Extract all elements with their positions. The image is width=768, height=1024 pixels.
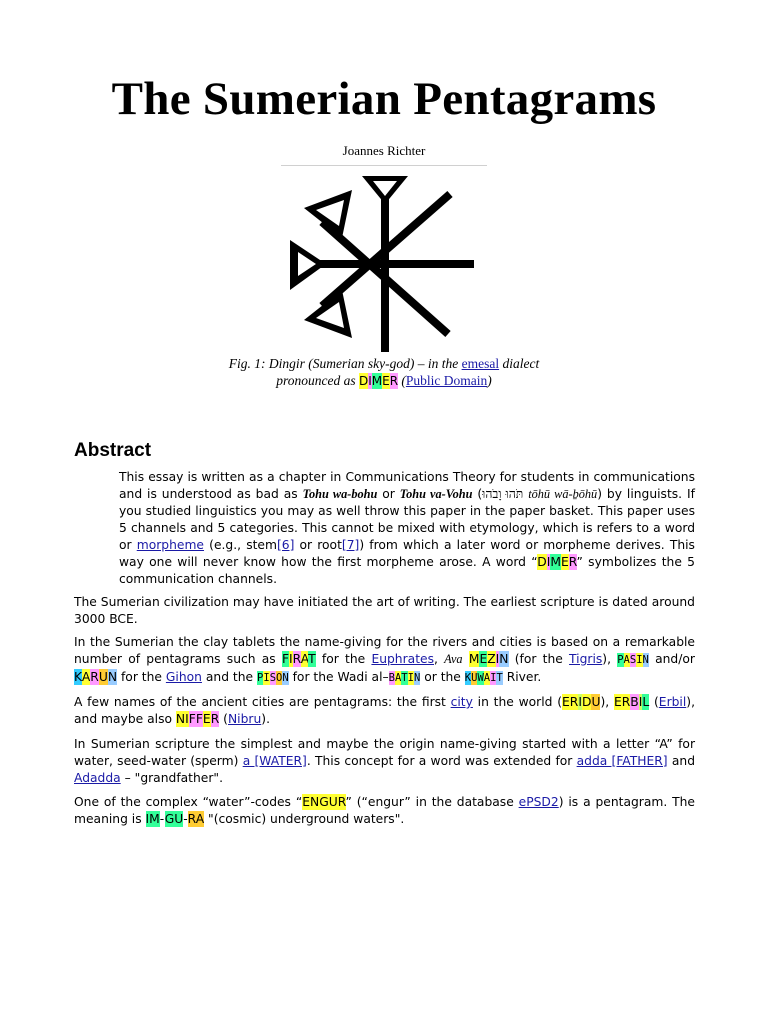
kuwait-pentagram: KUWAIT: [464, 672, 503, 684]
firat-pentagram: FIRAT: [281, 652, 316, 666]
paragraph-engur: One of the complex “water”-codes “ENGUR” (“engur” in the database ePSD2) is a pentagram. The meaning is IM-GU-RA "(cosmic) underground waters".: [74, 795, 695, 826]
author-divider: [281, 165, 487, 166]
abstract-heading: Abstract: [74, 440, 152, 461]
erbil-link[interactable]: Erbil: [658, 695, 687, 709]
epsd2-link[interactable]: ePSD2: [518, 795, 559, 809]
pison-pentagram: PISON: [257, 672, 289, 684]
figure-caption: Fig. 1: Dingir (Sumerian sky-god) – in the emesal dialect pronounced as DIMER (Public Domain): [228, 356, 540, 388]
euphrates-link[interactable]: Euphrates: [371, 652, 434, 666]
a-water-link[interactable]: a [WATER]: [242, 754, 307, 768]
eridu-pentagram: ERIDU: [562, 695, 601, 709]
nibru-link[interactable]: Nibru: [227, 712, 262, 726]
pasin-pentagram: PASIN: [617, 654, 649, 666]
reference-6-link[interactable]: [6]: [276, 538, 295, 552]
page-title: The Sumerian Pentagrams: [111, 73, 657, 125]
reference-7-link[interactable]: [7]: [341, 538, 360, 552]
paragraph-sumerian-writing: The Sumerian civilization may have initiated the art of writing. The earliest scripture is dated around 3000 BCE.: [74, 595, 695, 626]
emesal-link[interactable]: emesal: [461, 356, 500, 371]
gihon-link[interactable]: Gihon: [165, 670, 202, 684]
dingir-cuneiform-icon: [282, 170, 492, 356]
author-name: Joannes Richter: [342, 143, 426, 158]
karun-pentagram: KARUN: [74, 670, 118, 684]
dimer-pentagram: DIMER: [358, 374, 399, 388]
batin-pentagram: BATIN: [388, 672, 421, 684]
public-domain-link[interactable]: Public Domain: [405, 373, 488, 388]
adadda-link[interactable]: Adadda: [74, 771, 121, 785]
tigris-link[interactable]: Tigris: [569, 652, 603, 666]
abstract-text: This essay is written as a chapter in Communications Theory for students in communications and is understood as bad as Tohu wa-bohu or Tohu va-Vohu (תֹּהוּ וָבֹהוּ tōhū wā-ḇōhū) by linguists. If you studied linguistics you may as well throw this paper in the paper basket. This paper uses 5 channels and 5 categories. This cannot be mixed with etymology, which is refers to a word or morpheme (e.g., stem[6] or root[7]) from which a later word or morpheme derives. This way one will never know how the first morpheme arose. A word “DIMER” symbolizes the 5 communication channels.: [119, 470, 695, 586]
mezin-pentagram: MEZIN: [468, 652, 509, 666]
adda-father-link[interactable]: adda [FATHER]: [576, 754, 668, 768]
paragraph-rivers: In the Sumerian the clay tablets the name-giving for the rivers and cities is based on a remarkable number of pentagrams such as FIRAT for the Euphrates, Ava MEZIN (for the Tigris), PASIN and/or KARUN for the Gihon and the PISON for the Wadi al–BATIN or the KUWAIT River.: [74, 635, 695, 684]
paragraph-water-origin: In Sumerian scripture the simplest and maybe the origin name-giving started with a letter “A” for water, seed-water (sperm) a [WATER]. This concept for a word was extended for adda [FATHER] and Adadda – "grandfather".: [74, 737, 695, 785]
niffer-pentagram: NIFFER: [175, 712, 220, 726]
city-link[interactable]: city: [450, 695, 473, 709]
engur-pentagram: ENGUR: [302, 795, 346, 809]
erbil-pentagram: ERBIL: [613, 695, 650, 709]
paragraph-cities: A few names of the ancient cities are pentagrams: the first city in the world (ERIDU), ERBIL (Erbil), and maybe also NIFFER (Nibru).: [74, 695, 695, 726]
dimer-pentagram: DIMER: [537, 555, 577, 569]
morpheme-link[interactable]: morpheme: [136, 538, 205, 552]
im-gu-ra-term: IM-GU-RA: [145, 812, 205, 826]
